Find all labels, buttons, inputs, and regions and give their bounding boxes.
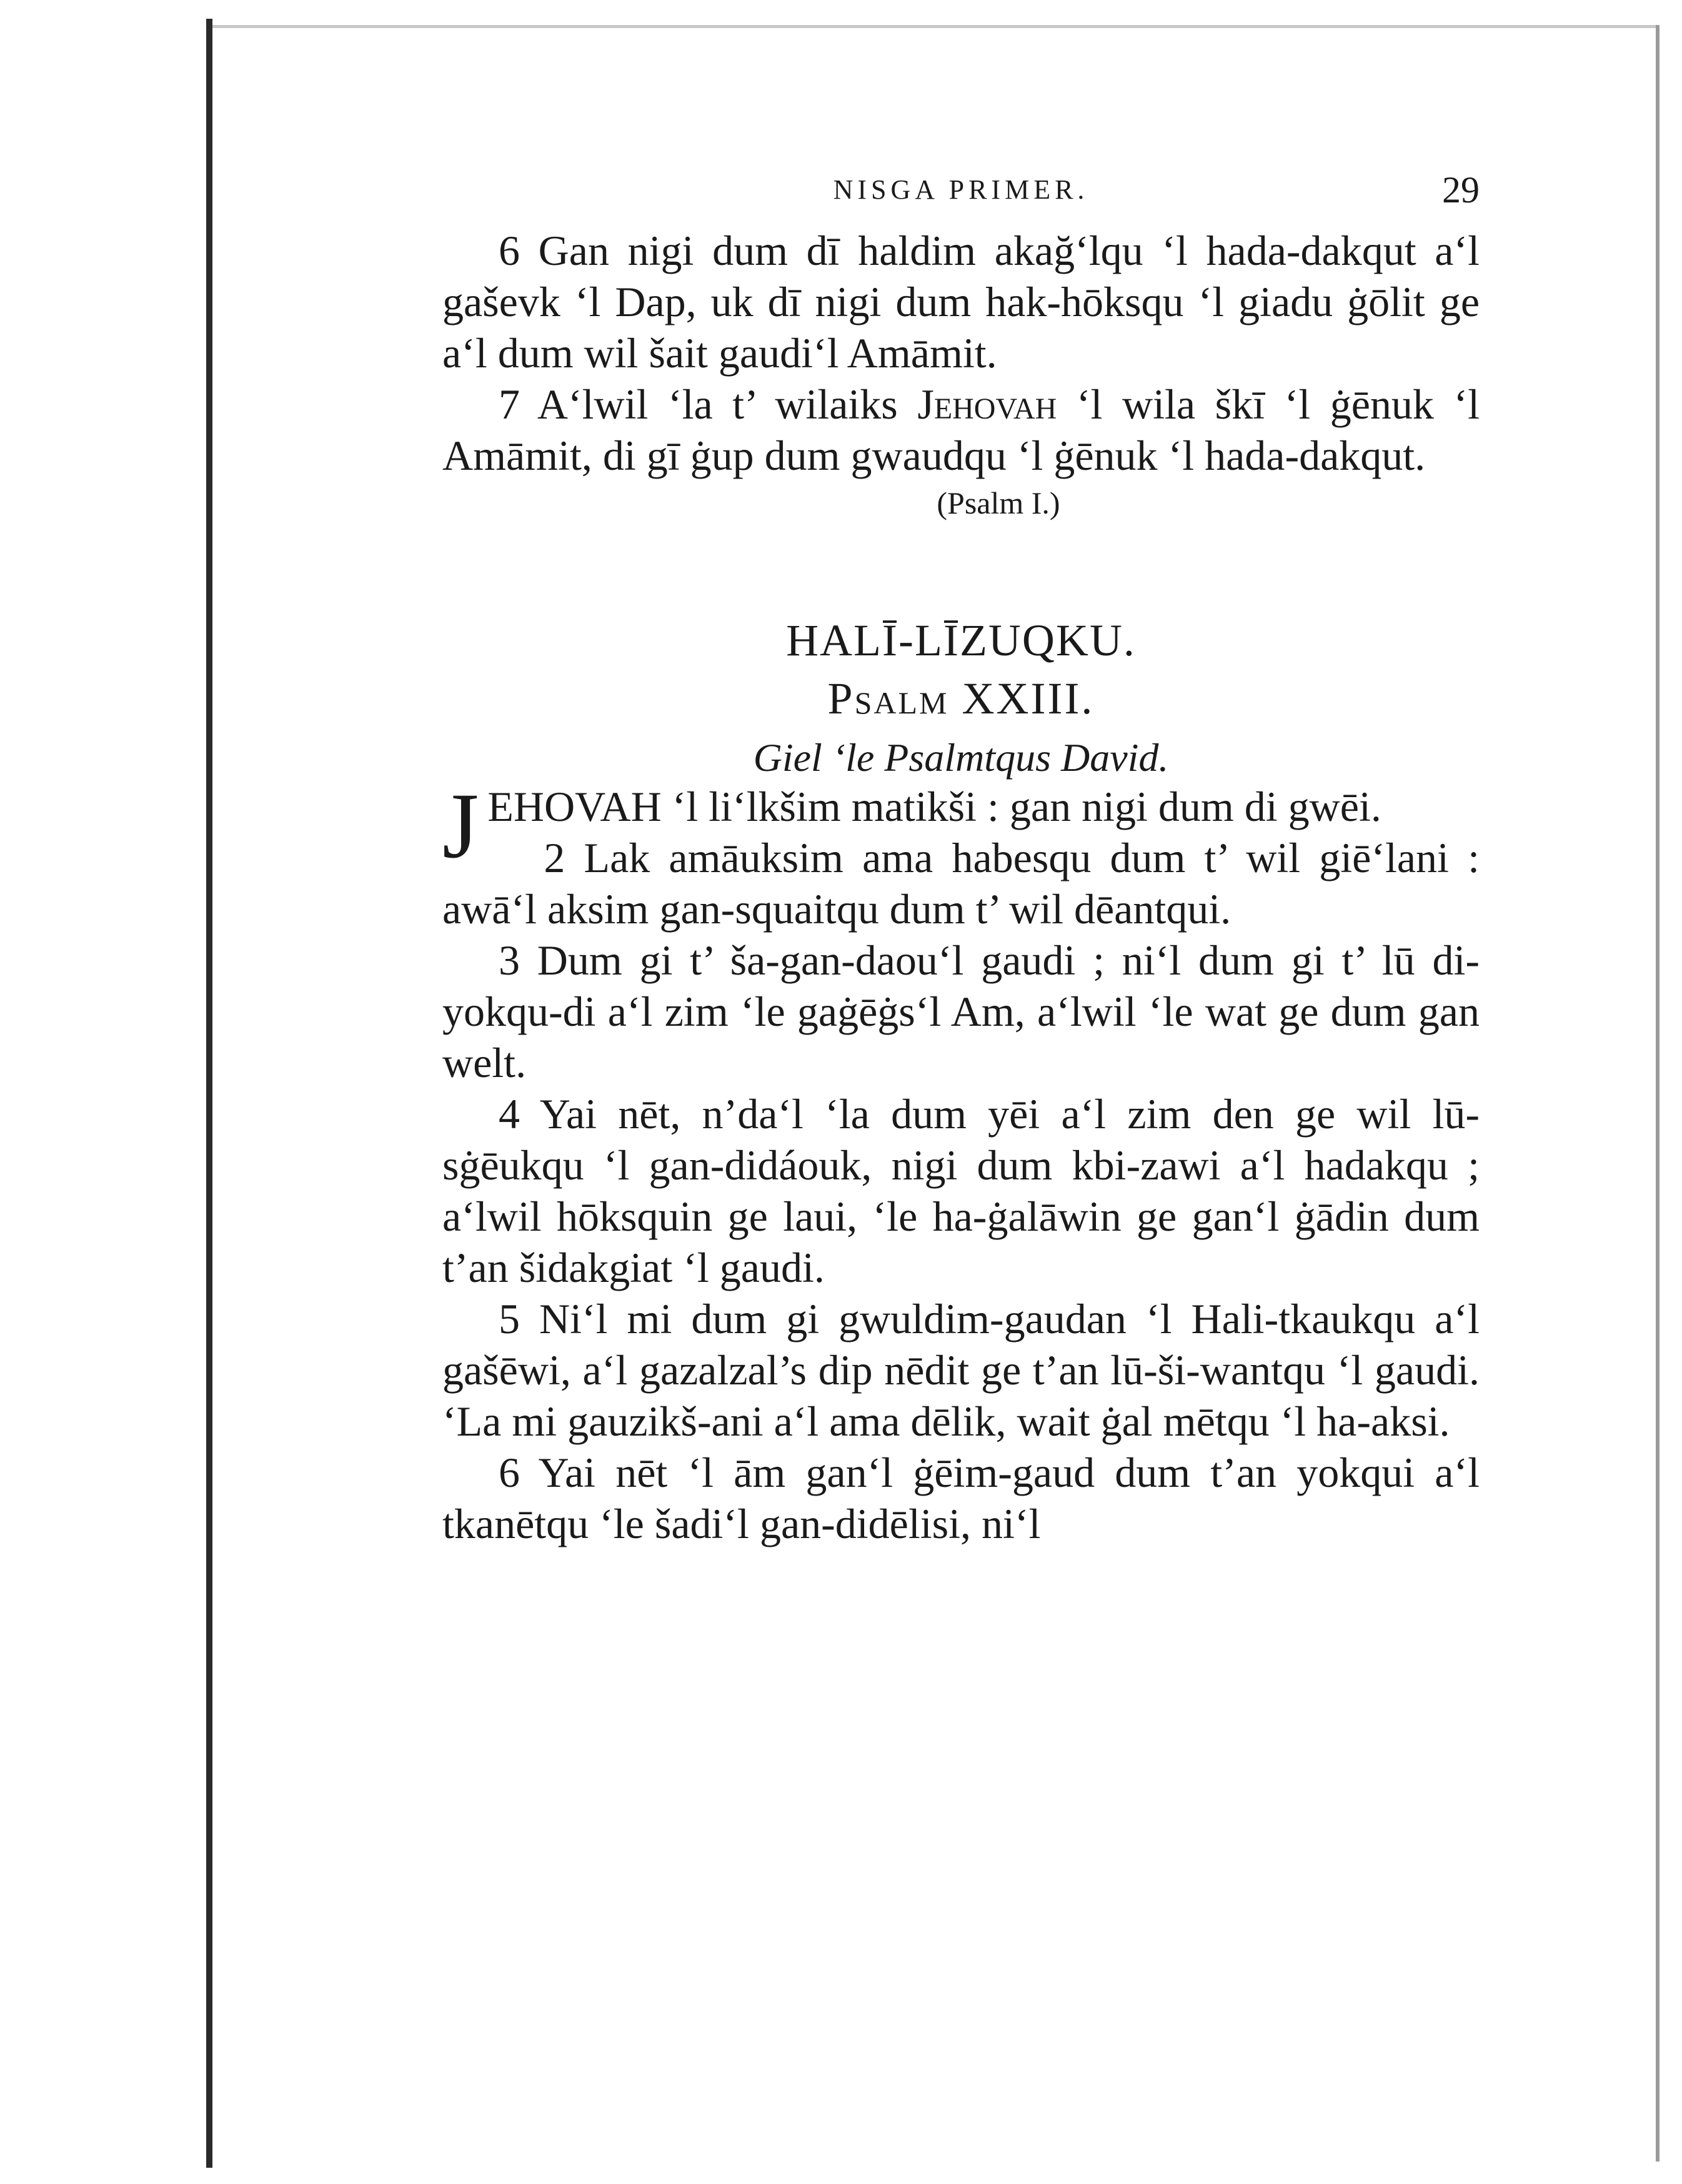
psalm23-verse-3: 3 Dum gi t’ ša-gan-daou‘l gaudi ; ni‘l dum gi t’ lū di-yokqu-di a‘l zim ‘le gaġēġs‘l Am, a‘lwil ‘le wat ge dum gan welt. <box>442 936 1480 1086</box>
psalm23-verse-4: 4 Yai nēt, n’da‘l ‘la dum yēi a‘l zim den ge wil lū-sġēukqu ‘l gan-didáouk, nigi dum kbi-zawi a‘l hadakqu ; a‘lwil hōksquin ge laui, ‘le ha-ġalāwin ge gan‘l ġādin dum t’an šidakgiat ‘l gaudi. <box>442 1090 1480 1291</box>
page-top-edge <box>212 25 1656 28</box>
page-number: 29 <box>1442 169 1480 211</box>
verse7-text-start: 7 A‘lwil ‘la t’ wilaiks <box>499 380 898 428</box>
psalm-heading: Psalm XXIII. <box>827 673 1095 723</box>
verse7-text-end: ‘l wila škī ‘l ġēnuk ‘l Amāmit, di gī ġup dum gwaudqu ‘l ġēnuk ‘l hada-dakqut. <box>442 380 1480 479</box>
section-title: HALĪ-LĪZUQKU. <box>786 615 1136 665</box>
psalm1-verse-7 <box>442 379 1480 481</box>
page-text-block <box>442 169 1480 1549</box>
psalm23-verse-5: 5 Ni‘l mi dum gi gwuldim-gaudan ‘l Hali-tkaukqu a‘l gašēwi, a‘l gazalzal’s dip nēdit ge t’an lū-ši-wantqu ‘l gaudi. ‘La mi gauzikš-ani a‘l ama dēlik, wait ġal mētqu ‘l ha-aksi. <box>442 1295 1480 1445</box>
page-header <box>442 169 1480 225</box>
verse1-text: EHOVAH ‘l li‘lkšim matikši : gan nigi dum di gwēi. <box>487 783 1381 830</box>
running-title: NISGA PRIMER. <box>833 174 1089 205</box>
verse7-divine-name: Jehovah <box>917 380 1057 428</box>
psalm1-verse-6: 6 Gan nigi dum dī haldim akağ‘lqu ‘l hada-dakqut a‘l gaševk ‘l Dap, uk dī nigi dum hak-hōksqu ‘l giadu ġōlit ge a‘l dum wil šait gaudi‘l Amāmit. <box>442 227 1480 377</box>
page-right-edge <box>1656 25 1660 2162</box>
psalm23-verse-1 <box>442 774 1480 878</box>
psalm23-verse-2: 2 Lak amāuksim ama habesqu dum t’ wil giē‘lani : awā‘l aksim gan-squaitqu dum t’ wil dēantqui. <box>442 834 1480 933</box>
binding-edge <box>206 19 212 2168</box>
psalm23-verse-6: 6 Yai nēt ‘l ām gan‘l ġēim-gaud dum t’an yokqui a‘l tkanētqu ‘le šadi‘l gan-didēlisi, ni‘l <box>442 1449 1480 1547</box>
psalm-attribution: Giel ‘le Psalmtqus David. <box>753 735 1169 780</box>
psalm1-source-reference: (Psalm I.) <box>937 485 1060 520</box>
drop-cap-letter: J <box>442 774 479 878</box>
